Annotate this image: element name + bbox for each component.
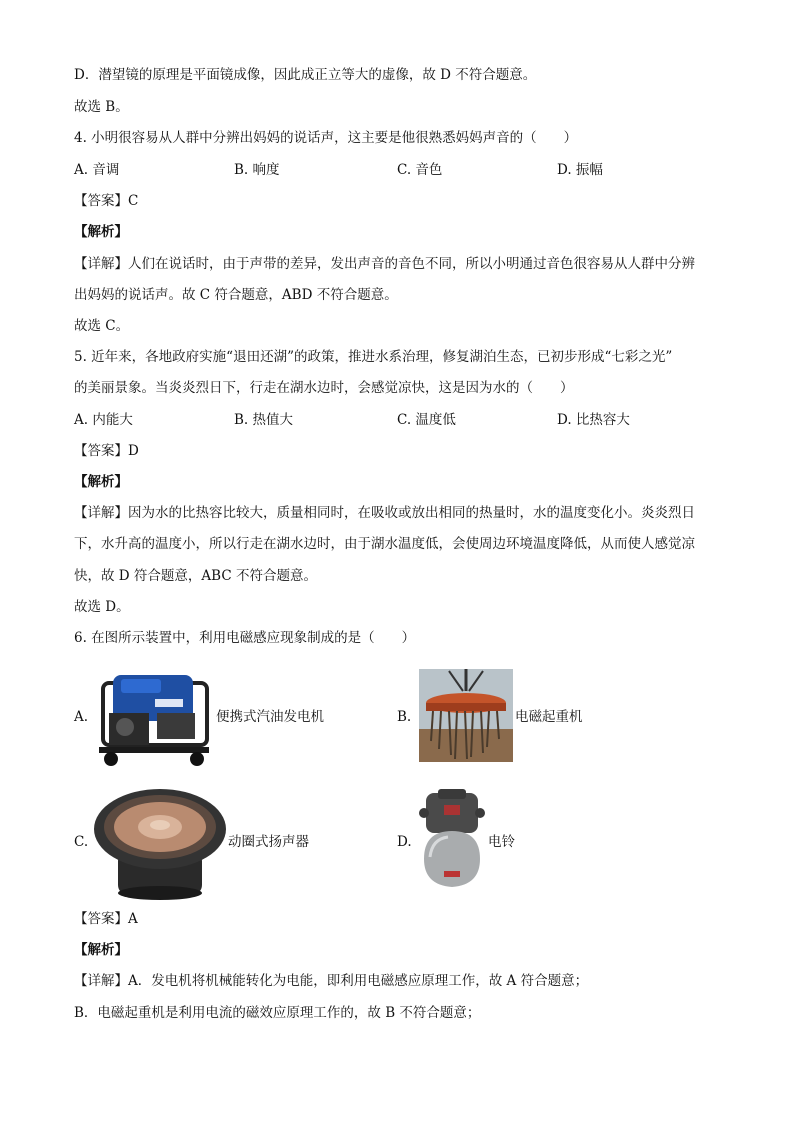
q4-detail-line-2: 出妈妈的说话声。故 C 符合题意，ABD 不符合题意。 [74, 287, 398, 303]
fig-b-label: 电磁起重机 [515, 709, 583, 725]
q4-option-d: D. 振幅 [557, 162, 603, 178]
electric-bell-image [418, 787, 486, 891]
q5-option-d: D. 比热容大 [557, 412, 630, 428]
q6-detail-line-2: B．电磁起重机是利用电流的磁效应原理工作的，故 B 不符合题意； [74, 1005, 481, 1021]
question-5-stem-1: 5. 近年来，各地政府实施“退田还湖”的政策，推进水系治理，修复湖泊生态，已初步形成“七彩之光” [74, 349, 673, 365]
question-6-stem: 6. 在图所示装置中，利用电磁感应现象制成的是（ ） [74, 630, 416, 646]
fig-a-label: 便携式汽油发电机 [216, 709, 324, 725]
question-5-stem-2: 的美丽景象。当炎炎烈日下，行走在湖水边时，会感觉凉快，这是因为水的（ ） [74, 380, 574, 396]
q5-option-a: A. 内能大 [74, 412, 133, 428]
q4-selection: 故选 C。 [74, 318, 130, 334]
q4-option-c: C. 音色 [397, 162, 443, 178]
speaker-image [92, 781, 227, 901]
q5-analysis-heading: 【解析】 [74, 474, 128, 490]
q6-detail-line-1: 【详解】A．发电机将机械能转化为电能，即利用电磁感应原理工作，故 A 符合题意； [74, 973, 589, 989]
fig-b-letter: B. [397, 709, 412, 725]
q4-option-a: A. 音调 [74, 162, 120, 178]
electromagnetic-crane-image [419, 669, 513, 762]
q4-answer: 【答案】C [74, 193, 139, 209]
fig-c-label: 动圈式扬声器 [228, 834, 309, 850]
q5-option-c: C. 温度低 [397, 412, 456, 428]
q4-detail-line-1: 【详解】人们在说话时，由于声带的差异，发出声音的音色不同，所以小明通过音色很容易从人群中分辨 [74, 256, 695, 272]
question-4-stem: 4. 小明很容易从人群中分辨出妈妈的说话声，这主要是他很熟悉妈妈声音的（ ） [74, 130, 578, 146]
selection-line: 故选 B。 [74, 99, 129, 115]
fig-c-letter: C. [74, 834, 89, 850]
q5-selection: 故选 D。 [74, 599, 130, 615]
q5-option-b: B. 热值大 [234, 412, 294, 428]
fig-d-letter: D. [397, 834, 412, 850]
analysis-line: D．潜望镜的原理是平面镜成像，因此成正立等大的虚像，故 D 不符合题意。 [74, 67, 537, 83]
generator-image [95, 663, 213, 768]
q5-detail-line-1: 【详解】因为水的比热容比较大，质量相同时，在吸收或放出相同的热量时，水的温度变化小。炎炎烈日 [74, 505, 695, 521]
q5-answer: 【答案】D [74, 443, 139, 459]
fig-d-label: 电铃 [488, 834, 515, 850]
q6-answer: 【答案】A [74, 911, 138, 927]
q4-option-b: B. 响度 [234, 162, 280, 178]
q5-detail-line-2: 下，水升高的温度小，所以行走在湖水边时，由于湖水温度低，会使周边环境温度降低，从而使人感觉凉 [74, 536, 695, 552]
q5-detail-line-3: 快，故 D 符合题意，ABC 不符合题意。 [74, 568, 317, 584]
q6-analysis-heading: 【解析】 [74, 942, 128, 958]
fig-a-letter: A. [74, 709, 89, 725]
q4-analysis-heading: 【解析】 [74, 224, 128, 240]
